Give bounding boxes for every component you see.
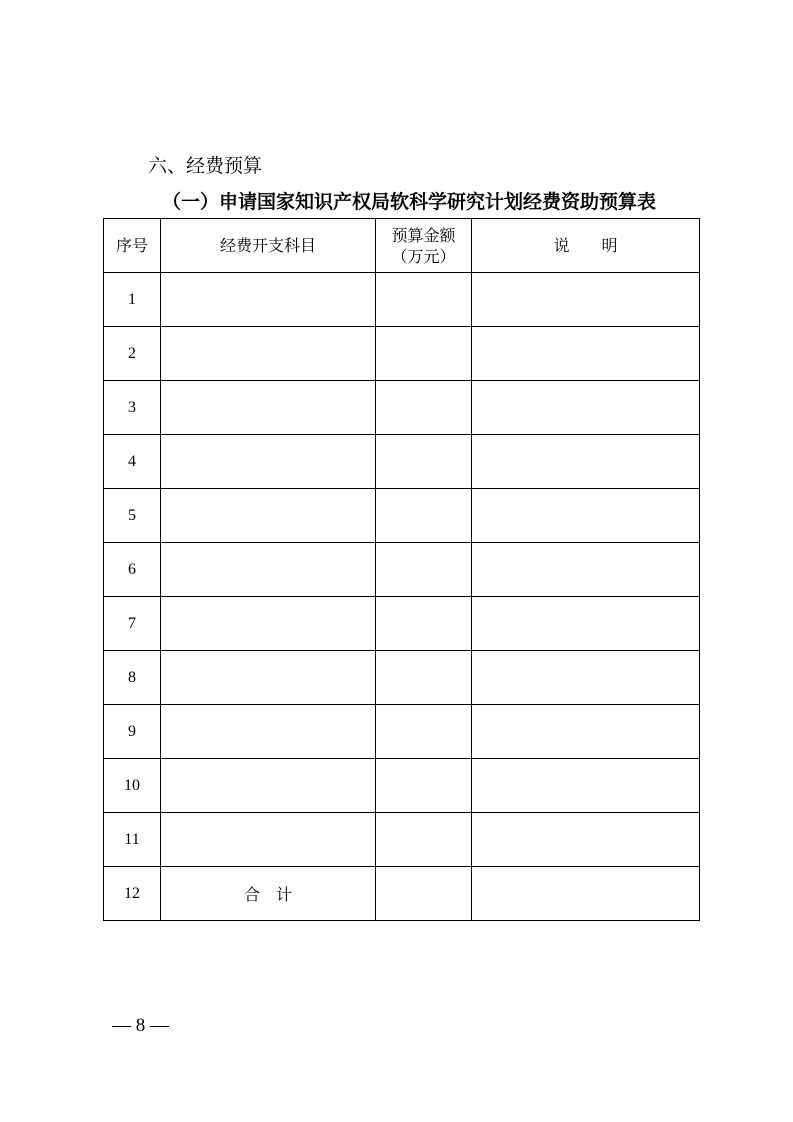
table-row (104, 543, 700, 597)
row-seq: 10 (104, 759, 161, 813)
header-amount-line2: （万元） (391, 246, 456, 266)
row-item-cell[interactable] (161, 759, 376, 813)
table-row (104, 705, 700, 759)
header-note: 说 明 (472, 219, 700, 273)
row-seq: 2 (104, 327, 161, 381)
header-amount-line1: 预算金额 (391, 225, 456, 245)
row-amount-cell[interactable] (376, 273, 472, 327)
row-seq: 1 (104, 273, 161, 327)
table-row (104, 381, 700, 435)
row-note-cell[interactable] (472, 759, 700, 813)
row-seq: 3 (104, 381, 161, 435)
row-amount-cell[interactable] (376, 705, 472, 759)
table-row (104, 435, 700, 489)
row-note-cell[interactable] (472, 435, 700, 489)
row-item-cell[interactable] (161, 597, 376, 651)
row-amount-cell[interactable] (376, 489, 472, 543)
table-header-row (104, 219, 700, 273)
row-note-cell[interactable] (472, 543, 700, 597)
table-row (104, 759, 700, 813)
row-seq: 6 (104, 543, 161, 597)
row-amount-cell[interactable] (376, 651, 472, 705)
row-note-cell[interactable] (472, 867, 700, 921)
row-item-cell[interactable] (161, 543, 376, 597)
row-seq: 5 (104, 489, 161, 543)
budget-table (103, 218, 700, 921)
row-item-cell[interactable] (161, 651, 376, 705)
row-seq: 4 (104, 435, 161, 489)
row-note-cell[interactable] (472, 705, 700, 759)
row-amount-cell[interactable] (376, 327, 472, 381)
header-seq: 序号 (104, 219, 161, 273)
row-note-cell[interactable] (472, 597, 700, 651)
row-item-cell[interactable] (161, 327, 376, 381)
row-note-cell[interactable] (472, 489, 700, 543)
header-amount (376, 219, 472, 273)
row-note-cell[interactable] (472, 813, 700, 867)
row-item-cell[interactable] (161, 813, 376, 867)
row-seq: 12 (104, 867, 161, 921)
row-seq: 11 (104, 813, 161, 867)
table-row (104, 327, 700, 381)
row-amount-cell[interactable] (376, 597, 472, 651)
row-seq: 7 (104, 597, 161, 651)
row-item-cell[interactable] (161, 435, 376, 489)
row-item-cell[interactable] (161, 273, 376, 327)
table-row (104, 597, 700, 651)
section-heading: 六、经费预算 (148, 155, 263, 177)
row-note-cell[interactable] (472, 651, 700, 705)
page-number: — 8 — (112, 1015, 169, 1036)
row-item-cell[interactable] (161, 489, 376, 543)
table-row (104, 273, 700, 327)
table-row (104, 813, 700, 867)
row-seq: 8 (104, 651, 161, 705)
table-title: （一）申请国家知识产权局软科学研究计划经费资助预算表 (162, 191, 657, 213)
row-note-cell[interactable] (472, 381, 700, 435)
row-note-cell[interactable] (472, 273, 700, 327)
row-note-cell[interactable] (472, 327, 700, 381)
table-row-total (104, 867, 700, 921)
row-item-cell[interactable] (161, 381, 376, 435)
row-item-cell[interactable] (161, 705, 376, 759)
row-amount-cell[interactable] (376, 813, 472, 867)
row-amount-cell[interactable] (376, 543, 472, 597)
row-amount-cell[interactable] (376, 435, 472, 489)
table-row (104, 651, 700, 705)
row-amount-cell[interactable] (376, 381, 472, 435)
row-amount-cell[interactable] (376, 759, 472, 813)
row-seq: 9 (104, 705, 161, 759)
total-label: 合 计 (161, 867, 376, 921)
table-row (104, 489, 700, 543)
row-amount-cell[interactable] (376, 867, 472, 921)
header-item: 经费开支科目 (161, 219, 376, 273)
